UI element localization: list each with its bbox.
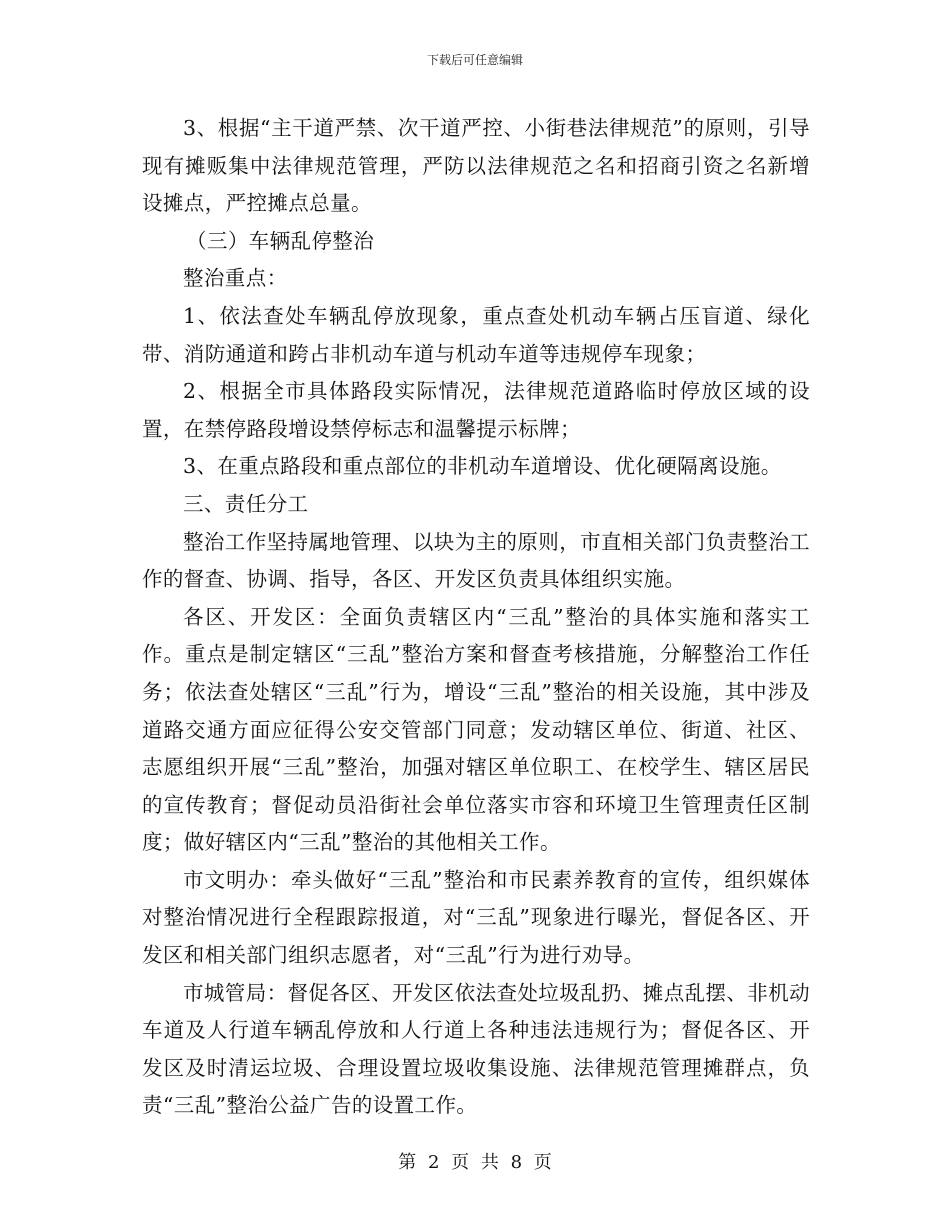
section-heading-responsibilities: 三、责任分工 <box>183 491 309 516</box>
paragraph-parking-item-2: 2、根据全市具体路段实际情况，法律规范道路临时停放区域的设置，在禁停路段增设禁停标志和温馨提示标牌； <box>142 379 810 441</box>
page-header: 下载后可任意编辑 <box>426 53 523 67</box>
section-heading-vehicle-parking: （三）车辆乱停整治 <box>186 228 375 253</box>
paragraph-urban-management-duties: 市城管局：督促各区、开发区依法查处垃圾乱扔、摊点乱摆、非机动车道及人行道车辆乱停放和人行道上各种违法违规行为；督促各区、开发区及时清运垃圾、合理设置垃圾收集设施、法律规范管理摊群点，负责“三乱”整治公益广告的设置工作。 <box>142 980 810 1118</box>
paragraph-parking-item-3: 3、在重点路段和重点部位的非机动车道增设、优化硬隔离设施。 <box>183 454 782 479</box>
paragraph-civilization-office-duties: 市文明办：牵头做好“三乱”整治和市民素养教育的宣传，组织媒体对整治情况进行全程跟踪报道，对“三乱”现象进行曝光，督促各区、开发区和相关部门组织志愿者，对“三乱”行为进行劝导。 <box>142 867 810 968</box>
paragraph-responsibility-principle: 整治工作坚持属地管理、以块为主的原则，市直相关部门负责整治工作的督查、协调、指导，各区、开发区负责具体组织实施。 <box>142 529 810 592</box>
paragraph-districts-duties: 各区、开发区：全面负责辖区内“三乱”整治的具体实施和落实工作。重点是制定辖区“三乱”整治方案和督查考核措施，分解整治工作任务；依法查处辖区“三乱”行为，增设“三乱”整治的相关设施，其中涉及道路交通方面应征得公安交管部门同意；发动辖区单位、街道、社区、志愿组织开展“三乱”整治，加强对辖区单位职工、在校学生、辖区居民的宣传教育；督促动员沿街社会单位落实市容和环境卫生管理责任区制度；做好辖区内“三乱”整治的其他相关工作。 <box>142 604 810 855</box>
page-number-footer: 第 2 页 共 8 页 <box>398 1152 552 1173</box>
document-body <box>142 110 810 1125</box>
paragraph-stall-control-item-3: 3、根据“主干道严禁、次干道严控、小街巷法律规范”的原则，引导现有摊贩集中法律规范管理，严防以法律规范之名和招商引资之名新增设摊点，严控摊点总量。 <box>142 116 810 216</box>
subheading-key-points: 整治重点： <box>183 266 288 291</box>
paragraph-parking-item-1: 1、依法查处车辆乱停放现象，重点查处机动车辆占压盲道、绿化带、消防通道和跨占非机动车道与机动车道等违规停车现象； <box>142 303 810 366</box>
